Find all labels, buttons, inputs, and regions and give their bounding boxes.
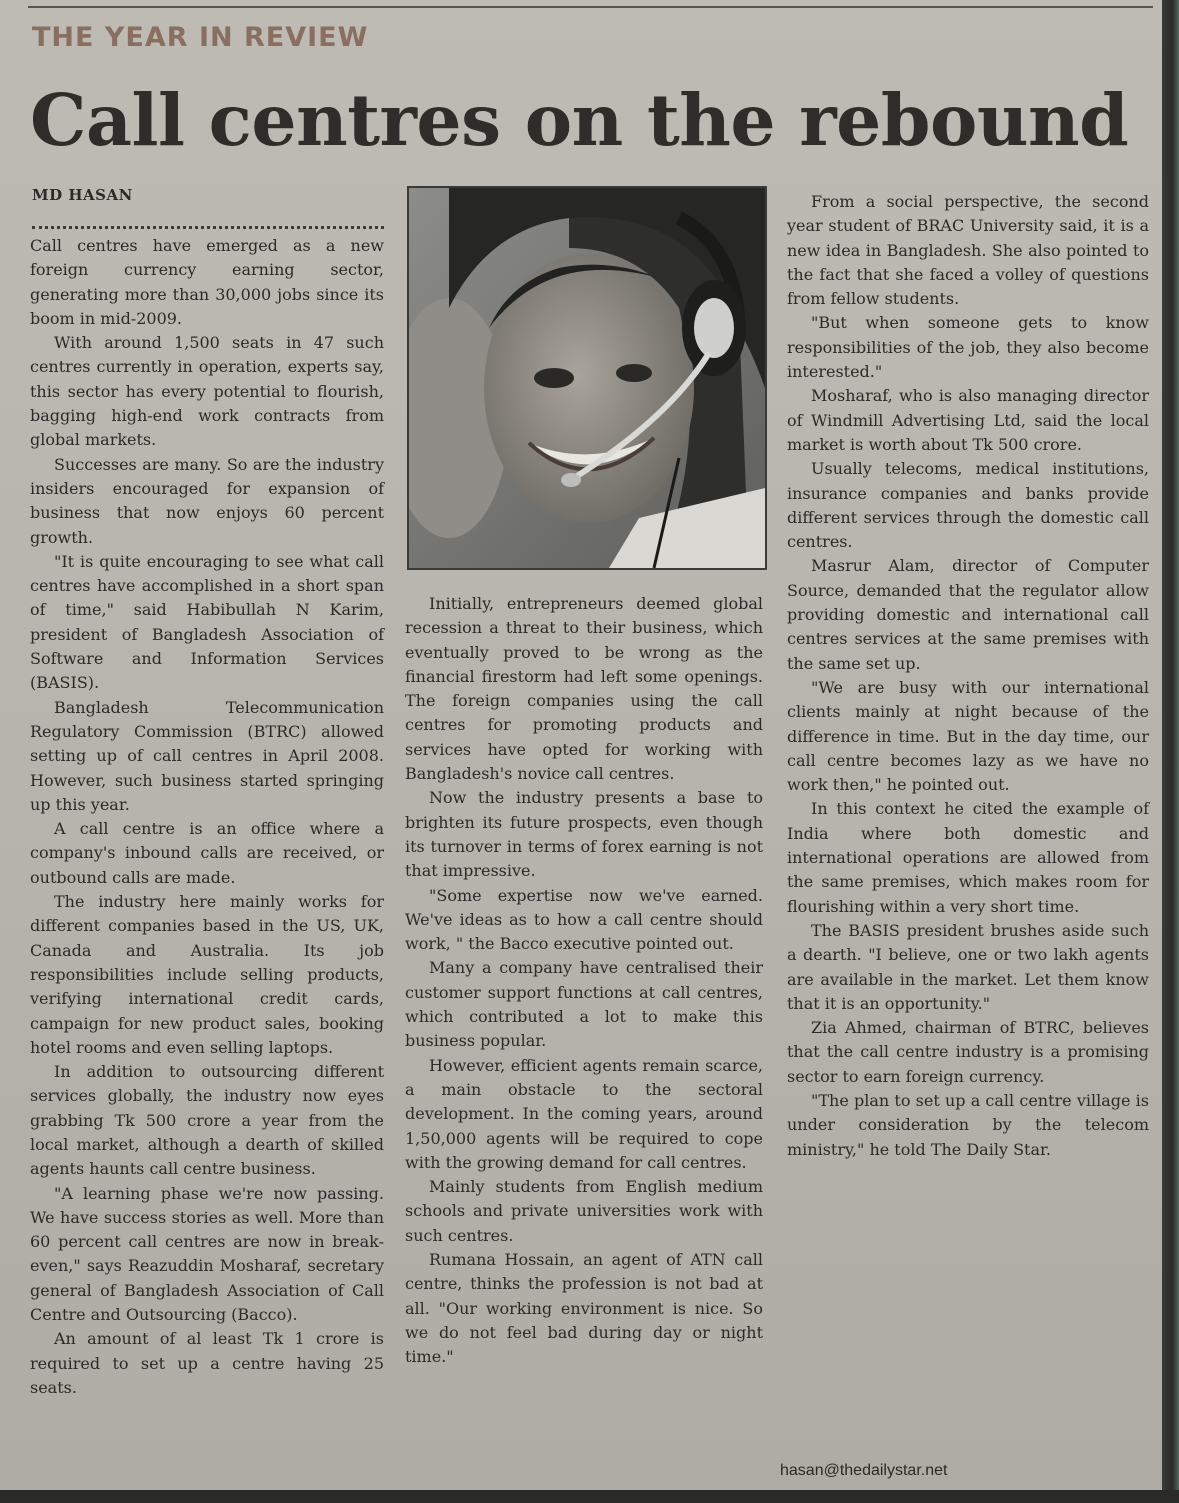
paragraph: With around 1,500 seats in 47 such centres currently in operation, experts say, this sector has every potential to flourish, bagging high-end work contracts from global markets. bbox=[30, 333, 384, 450]
paragraph: The industry here mainly works for different companies based in the US, UK, Canada and Australia. Its job responsibilities include selling products, verifying international credit cards, campaign for new product sales, booking hotel rooms and even selling laptops. bbox=[30, 892, 384, 1057]
paragraph: Rumana Hossain, an agent of ATN call centre, thinks the profession is not bad at all. "Our working environment is nice. So we do not feel bad during day or night time." bbox=[405, 1250, 763, 1367]
paragraph: In this context he cited the example of India where both domestic and international operations are allowed from the same premises, which makes room for flourishing within a very short time. bbox=[787, 799, 1149, 916]
article-column-2 bbox=[405, 592, 763, 1370]
paragraph: "But when someone gets to know responsibilities of the job, they also become interested." bbox=[787, 313, 1149, 382]
byline-divider bbox=[32, 226, 384, 229]
paragraph: Masrur Alam, director of Computer Source, demanded that the regulator allow providing domestic and international call centres services at the same premises with the same set up. bbox=[787, 556, 1149, 673]
call-centre-agent-photo bbox=[407, 186, 767, 570]
top-rule bbox=[28, 6, 1153, 8]
paragraph: However, efficient agents remain scarce, a main obstacle to the sectoral development. In the coming years, around 1,50,000 agents will be required to cope with the growing demand for call centres. bbox=[405, 1055, 763, 1172]
paragraph: "We are busy with our international clients mainly at night because of the difference in time. But in the day time, our call centre becomes lazy as we have no work then," he pointed out. bbox=[787, 677, 1149, 795]
page-edge-shadow bbox=[1162, 0, 1179, 1503]
author-email: hasan@thedailystar.net bbox=[780, 1462, 948, 1479]
byline: MD HASAN bbox=[32, 186, 133, 204]
paragraph: From a social perspective, the second year student of BRAC University said, it is a new idea in Bangladesh. She also pointed to the fact that she faced a volley of questions from fellow students. bbox=[787, 192, 1149, 309]
paragraph: In addition to outsourcing different services globally, the industry now eyes grabbing Tk 500 crore a year from the local market, although a dearth of skilled agents haunts call centre business. bbox=[30, 1062, 384, 1179]
paragraph: Zia Ahmed, chairman of BTRC, believes that the call centre industry is a promising sector to earn foreign currency. bbox=[787, 1018, 1149, 1086]
paragraph: "It is quite encouraging to see what call centres have accomplished in a short span of time," said Habibullah N Karim, president of Bangladesh Association of Software and Information Services (BASIS). bbox=[30, 551, 384, 693]
paragraph: A call centre is an office where a company's inbound calls are received, or outbound calls are made. bbox=[30, 819, 384, 887]
paragraph: "Some expertise now we've earned. We've ideas as to how a call centre should work, " the Bacco executive pointed out. bbox=[405, 885, 763, 954]
paragraph: Call centres have emerged as a new foreign currency earning sector, generating more than 30,000 jobs since its boom in mid-2009. bbox=[30, 236, 384, 328]
section-kicker: THE YEAR IN REVIEW bbox=[32, 22, 369, 53]
paragraph: Usually telecoms, medical institutions, insurance companies and banks provide different services through the domestic call centres. bbox=[787, 459, 1149, 552]
article-column-1 bbox=[30, 234, 384, 1400]
paragraph: Mosharaf, who is also managing director of Windmill Advertising Ltd, said the local market is worth about Tk 500 crore. bbox=[787, 386, 1149, 454]
paragraph: "A learning phase we're now passing. We have success stories as well. More than 60 percent call centres are now in break-even," says Reazuddin Mosharaf, secretary general of Bangladesh Association of Call Centre and Outsourcing (Bacco). bbox=[30, 1183, 384, 1325]
paragraph: Initially, entrepreneurs deemed global recession a threat to their business, which eventually proved to be wrong as the financial firestorm had left some openings. The foreign companies using the call centres for promoting products and services have opted for working with Bangladesh's novice call centres. bbox=[405, 594, 763, 784]
article-column-3 bbox=[787, 190, 1149, 1162]
page-bottom-shadow bbox=[0, 1490, 1179, 1503]
paragraph: "The plan to set up a call centre village is under consideration by the telecom ministry," he told The Daily Star. bbox=[787, 1090, 1149, 1159]
headline: Call centres on the rebound bbox=[30, 78, 1129, 162]
headset-woman-illustration bbox=[409, 188, 765, 568]
paragraph: The BASIS president brushes aside such a dearth. "I believe, one or two lakh agents are available in the market. Let them know that it is an opportunity." bbox=[787, 920, 1149, 1013]
paragraph: An amount of al least Tk 1 crore is required to set up a centre having 25 seats. bbox=[30, 1329, 384, 1397]
paragraph: Now the industry presents a base to brighten its future prospects, even though its turnover in terms of forex earning is not that impressive. bbox=[405, 788, 763, 881]
paragraph: Mainly students from English medium schools and private universities work with such centres. bbox=[405, 1177, 763, 1245]
paragraph: Many a company have centralised their customer support functions at call centres, which contributed a lot to make this business popular. bbox=[405, 958, 763, 1051]
paragraph: Successes are many. So are the industry insiders encouraged for expansion of business that now enjoys 60 percent growth. bbox=[30, 454, 384, 547]
paragraph: Bangladesh Telecommunication Regulatory Commission (BTRC) allowed setting up of call centres in April 2008. However, such business started springing up this year. bbox=[30, 697, 384, 814]
